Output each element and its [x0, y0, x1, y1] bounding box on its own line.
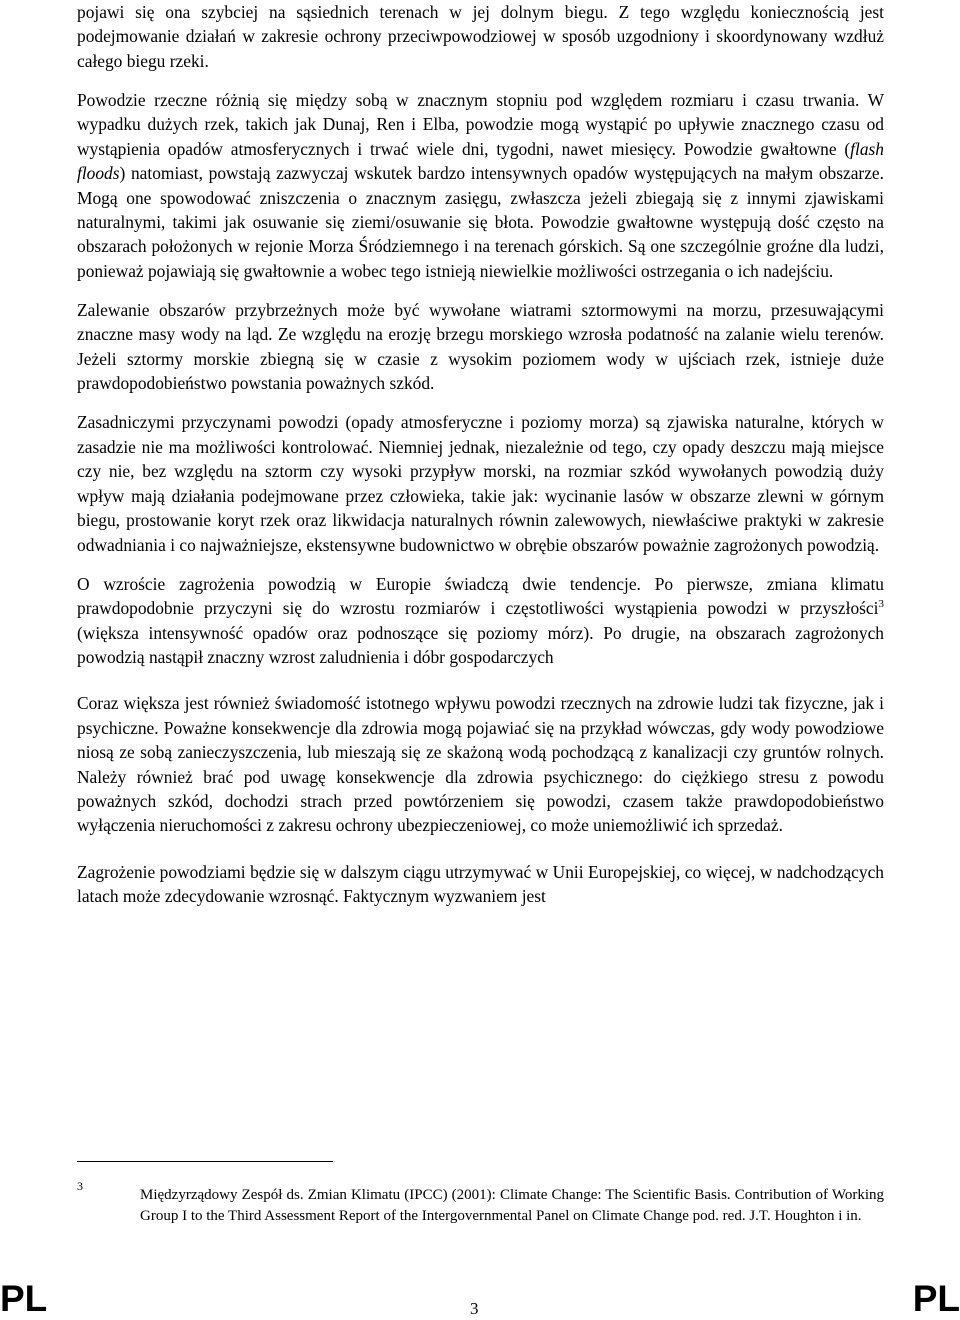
footer-language-left: PL [0, 1278, 48, 1319]
paragraph-flood-trends [77, 572, 884, 670]
document-body [77, 0, 884, 909]
footnote-reference: 3 [878, 598, 884, 611]
page-number: 3 [470, 1299, 479, 1318]
paragraph-river-continuation: pojawi się ona szybciej na sąsiednich terenach w jej dolnym biegu. Z tego względu koniecznością jest podejmowanie działań w zakresie ochrony przeciwpowodziowej w sposób uzgodniony i skoordynowany wzdłuż całego biegu rzeki. [77, 2, 884, 71]
footnote-number: 3 [77, 1179, 83, 1193]
paragraph-river-floods-part2: ) natomiast, powstają zazwyczaj wskutek bardzo intensywnych opadów występujących na małym obszarze. Mogą one spowodować zniszczenia o znacznym zasięgu, zwłaszcza jeżeli zbiegają się z innymi zjawiskami naturalnymi, takimi jak osuwanie się ziemi/osuwanie się błota. Powodzie gwałtowne występują dość często na obszarach położonych w rejonie Morza Śródziemnego i na terenach górskich. Są one szczególnie groźne dla ludzi, ponieważ pojawiają się gwałtownie a wobec tego istnieją niewielkie możliwości ostrzegania o ich nadejściu. [77, 163, 884, 281]
footnote-separator [77, 1161, 333, 1162]
paragraph-coastal-flooding: Zalewanie obszarów przybrzeżnych może być wywołane wiatrami sztormowymi na morzu, przesuwającymi znaczne masy wody na ląd. Ze względu na erozję brzegu morskiego wzrosła podatność na zalanie wielu terenów. Jeżeli sztormy morskie zbiegną się w czasie z wysokim poziomem wody w ujściach rzek, istnieje duże prawdopodobieństwo powstania poważnych szkód. [77, 300, 884, 394]
paragraph-flood-trends-part1: O wzroście zagrożenia powodzią w Europie świadczą dwie tendencje. Po pierwsze, zmiana klimatu prawdopodobnie przyczyni się do wzrostu rozmiarów i częstotliwości wystąpienia powodzi w przyszłości [77, 573, 884, 619]
footnote-text: Międzyrządowy Zespół ds. Zmian Klimatu (IPCC) (2001): Climate Change: The Scientific Basis. Contribution of Working Group I to the Third Assessment Report of the Intergovernmental Panel on Climate Change pod. red. J.T. Houghton i in. [140, 1187, 884, 1224]
paragraph-flood-causes: Zasadniczymi przyczynami powodzi (opady atmosferyczne i poziomy morza) są zjawiska naturalne, których w zasadzie nie ma możliwości kontrolować. Niemniej jednak, niezależnie od tego, czy opady deszczu mają miejsce czy nie, bez względu na sztorm czy wysoki przypływ morski, na rozmiar szkód wywołanych powodzią duży wpływ mają działania podejmowane przez człowieka, takie jak: wycinanie lasów w obszarze zlewni w górnym biegu, prostowanie koryt rzek oraz likwidacja naturalnych równin zalewowych, niewłaściwe praktyki w zakresie odwadniania i co najważniejsze, ekstensywne budownictwo w obrębie obszarów poważnie zagrożonych powodzią. [77, 412, 884, 555]
term-flash-floods: flash floods [77, 138, 884, 184]
paragraph-future-threat: Zagrożenie powodziami będzie się w dalszym ciągu utrzymywać w Unii Europejskiej, co więcej, w nadchodzących latach może zdecydowanie wzrosnąć. Faktycznym wyzwaniem jest [77, 861, 884, 907]
paragraph-health-impact: Coraz większa jest również świadomość istotnego wpływu powodzi rzecznych na zdrowie ludzi tak fizyczne, jak i psychiczne. Poważne konsekwencje dla zdrowia mogą pojawiać się na przykład wówczas, gdy wody powodziowe niosą ze sobą zanieczyszczenia, lub mieszają się ze skażoną wodą pochodzącą z kanalizacji czy gruntów rolnych. Należy również brać pod uwagę konsekwencje dla zdrowia psychicznego: do ciężkiego stresu z powodu poważnych szkód, dochodzi strach przed powtórzeniem się powodzi, czasem także prawdopodobieństwo wyłączenia nieruchomości z zakresu ochrony ubezpieczeniowej, co może uniemożliwić ich sprzedaż. [77, 693, 884, 836]
footer-language-right: PL [912, 1278, 960, 1319]
paragraph-flood-trends-part2: (większa intensywność opadów oraz podnoszące się poziomy mórz). Po drugie, na obszarach zagrożonych powodzią nastąpił znaczny wzrost zaludnienia i dóbr gospodarczych [77, 622, 884, 667]
paragraph-river-floods [77, 88, 884, 283]
paragraph-river-floods-part1: Powodzie rzeczne różnią się między sobą w znacznym stopniu pod względem rozmiaru i czasu trwania. W wypadku dużych rzek, takich jak Dunaj, Ren i Elba, powodzie mogą wystąpić po upływie znacznego czasu od wystąpienia opadów atmosferycznych i trwać wiele dni, tygodni, nawet miesięcy. Powodzie gwałtowne ( [77, 90, 884, 159]
